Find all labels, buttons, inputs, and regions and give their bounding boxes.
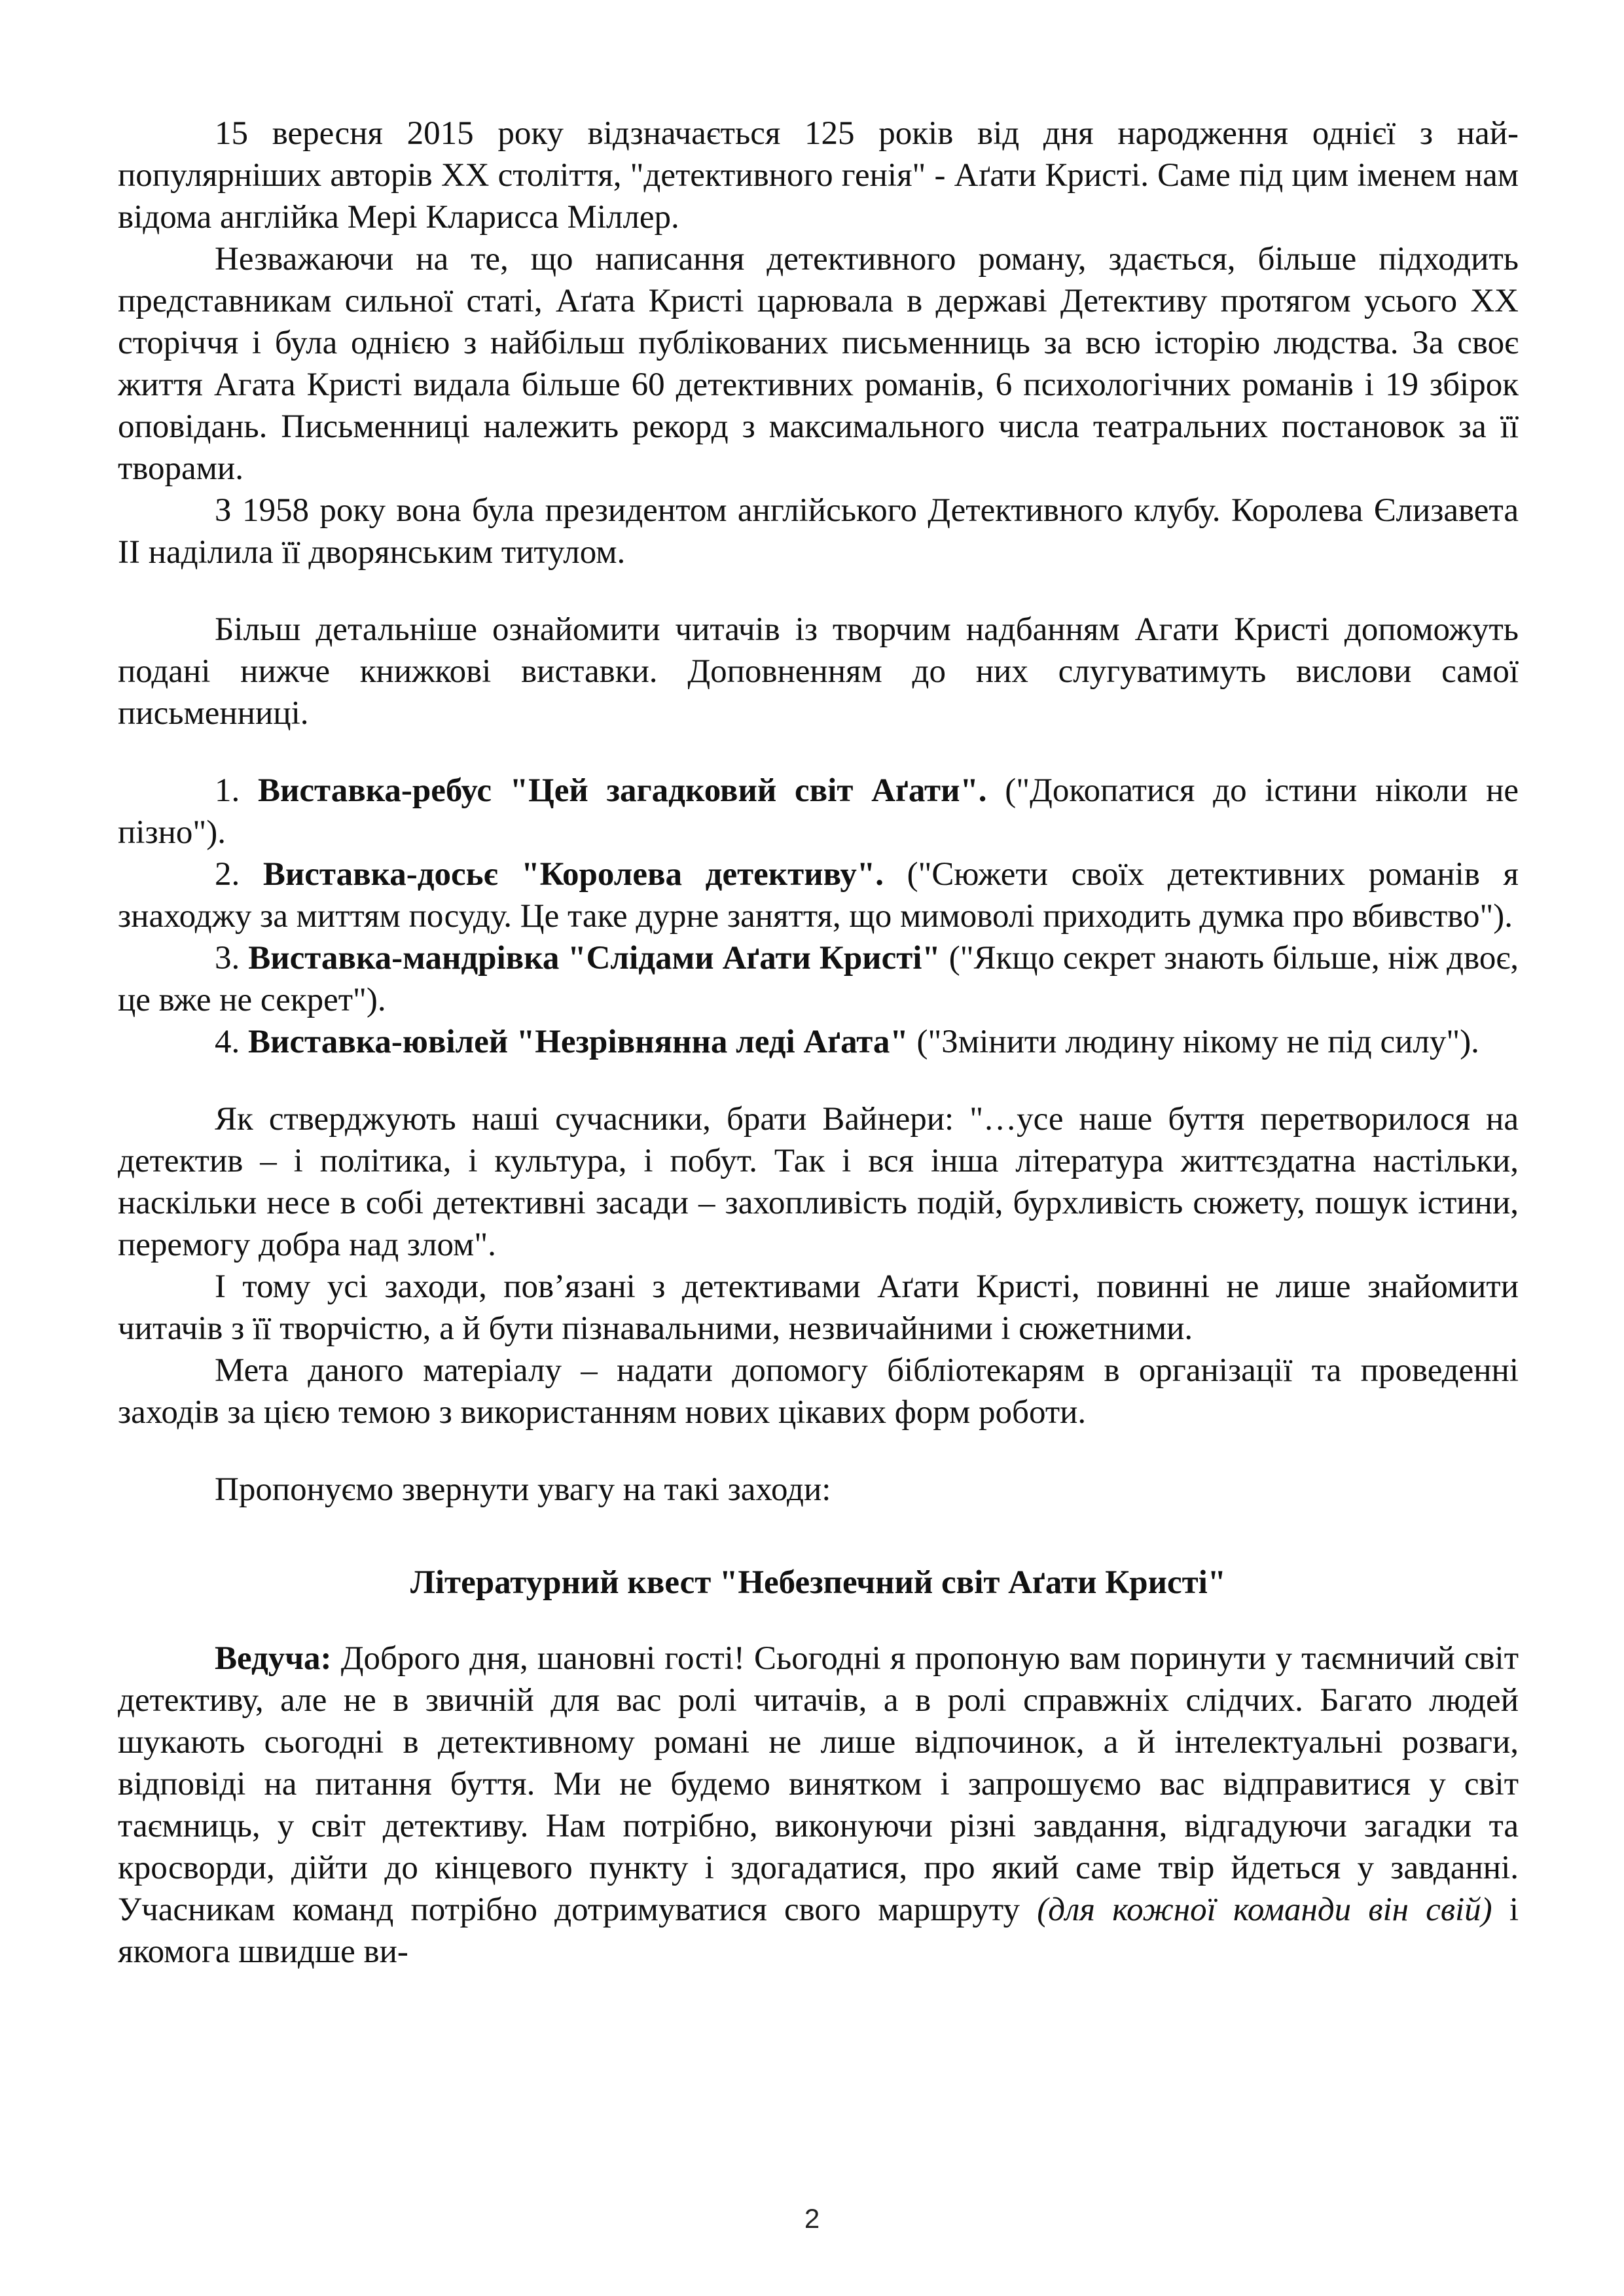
section-heading: Літературний квест "Небезпечний світ Аґати Кристі" <box>410 1564 1227 1601</box>
exhibition-number: 2. <box>215 856 263 893</box>
exhibition-item-4 <box>118 1021 1519 1063</box>
exhibition-quote: ("Змінити людину нікому не під силу"). <box>908 1024 1479 1060</box>
exhibition-title: Виставка-мандрівка "Слідами Аґати Кристі" <box>248 940 941 977</box>
exhibition-title: Виставка-ребус "Цей загадковий світ Аґати". <box>258 772 987 809</box>
exhibition-number: 1. <box>215 772 259 809</box>
paragraph-events: І тому усі заходи, пов’язані з детективами Аґати Кристі, повинні не лише знайомити читачів з її творчістю, а й бути пізнавальними, незвичайними і сюжетними. <box>118 1268 1519 1347</box>
paragraph-proposal: Пропонуємо звернути увагу на такі заходи: <box>215 1471 831 1508</box>
paragraph-purpose: Мета даного матеріалу – надати допомогу бібліотекарям в організації та проведенні заходів за цією темою з використанням нових цікавих форм роботи. <box>118 1352 1519 1431</box>
paragraph-career: Незважаючи на те, що написання детективного роману, здається, більше підходить представникам сильної статі, Аґата Кристі царювала в державі Детективу протягом усього ХХ сторіччя і була однією з найбільш публікованих письменниць за всю історію людства. За своє життя Агата Кристі видала більше 60 детективних романів, 6 психологічних романів і 19 збірок оповідань. Письменниці належить рекорд з максимального числа театральних постановок за її творами. <box>118 241 1519 487</box>
exhibition-number: 4. <box>215 1024 248 1060</box>
host-label: Ведуча: <box>215 1640 332 1677</box>
paragraph-exhibitions-intro: Більш детальніше ознайомити читачів із творчим надбанням Агати Кристі допоможуть подані нижче книжкові виставки. Доповненням до них слугуватимуть вислови самої письменниці. <box>118 611 1519 732</box>
spacer <box>118 734 1519 770</box>
exhibition-quote: ("Сюжети своїх детективних романів я знаходжу за миттям посуду. Це таке дурне заняття, що мимоволі приходить думка про вбивство"). <box>118 856 1519 935</box>
host-tail: і якомога швидше ви- <box>118 1892 1519 1970</box>
exhibition-number: 3. <box>215 940 249 977</box>
exhibition-list <box>118 770 1519 1063</box>
spacer <box>118 1604 1519 1638</box>
paragraph-host-speech <box>118 1638 1519 1973</box>
exhibition-title: Виставка-досьє "Королева детективу". <box>262 856 884 893</box>
exhibition-item-1 <box>118 770 1519 853</box>
paragraph-vainer-quote: Як стверджують наші сучасники, брати Вайнери: "…усе наше буття перетворилося на детектив – і політика, і культура, і побут. Так і вся інша література життєздатна настільки, наскільки несе в собі детективні засади – захопливість подій, бурхливість сюжету, пошук істини, перемогу добра над злом". <box>118 1101 1519 1263</box>
exhibition-quote: ("Якщо секрет знають більше, ніж двоє, це вже не секрет"). <box>118 940 1519 1018</box>
document-page <box>118 113 1519 1973</box>
exhibition-item-3 <box>118 937 1519 1021</box>
host-note: (для кожної команди він свій) <box>1037 1892 1492 1928</box>
spacer <box>118 1511 1519 1562</box>
spacer <box>118 1433 1519 1469</box>
spacer <box>118 1063 1519 1098</box>
exhibition-item-2 <box>118 853 1519 937</box>
page-number: 2 <box>804 2203 820 2234</box>
paragraph-anniversary: 15 вересня 2015 року відзначається 125 років від дня народження однієї з найпопулярніших авторів ХХ століття, "детективного генія" - Аґати Кристі. Саме під цим іменем нам відома англійка Мері Кларисса Міллер. <box>118 115 1519 236</box>
exhibition-quote: ("Докопатися до істини ніколи не пізно"). <box>118 772 1519 851</box>
host-text: Доброго дня, шановні гості! Сьогодні я пропоную вам поринути у таємничий світ детективу, але не в звичній для вас ролі читачів, а в ролі справжніх слідчих. Багато людей шукають сьогодні в детективному романі не лише відпочинок, а й інтелектуальні розваги, відповіді на питання буття. Ми не будемо винятком і запрошуємо вас відправитися у світ таємниць, у світ детективу. Нам потрібно, виконуючи різні завдання, відгадуючи загадки та кросворди, дійти до кінцевого пункту і здогадатися, про який саме твір йдеться у завданні. Учасникам команд потрібно дотримуватися свого маршруту <box>118 1640 1519 1928</box>
paragraph-club: З 1958 року вона була президентом англійського Детективного клубу. Королева Єлизавета ІІ наділила її дворянським титулом. <box>118 492 1519 571</box>
spacer <box>118 573 1519 609</box>
exhibition-title: Виставка-ювілей "Незрівнянна леді Аґата" <box>248 1024 909 1060</box>
